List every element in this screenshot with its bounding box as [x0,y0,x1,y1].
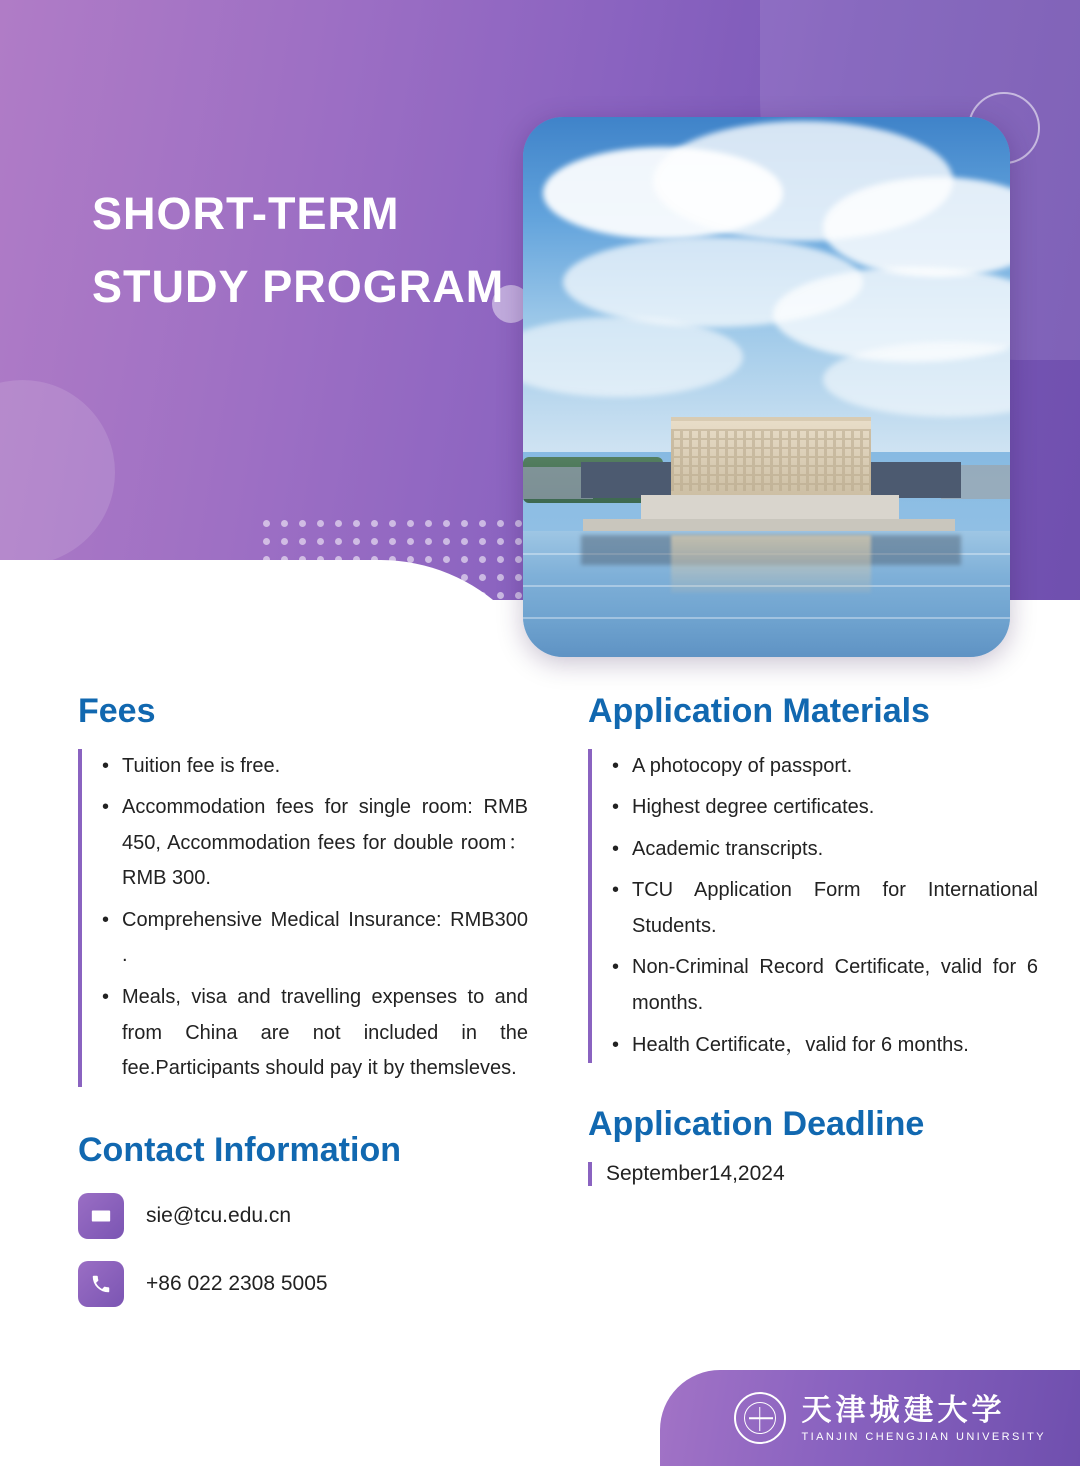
list-item: • TCU Application Form for International Students. [608,873,1038,944]
university-name-en: TIANJIN CHENGJIAN UNIVERSITY [801,1430,1046,1443]
reflection-building [671,535,871,593]
university-seal-icon [734,1392,786,1444]
contact-phone-row[interactable] [78,1261,528,1307]
fees-list-wrapper [78,749,528,1087]
list-item: • Non-Criminal Record Certificate, valid for 6 months. [608,950,1038,1021]
contact-heading: Contact Information [78,1130,401,1169]
university-name-cn: 天津城建大学 [801,1393,1006,1427]
footer [0,1370,1080,1466]
building-wing-right [865,462,961,498]
list-item: • Comprehensive Medical Insurance: RMB300 . [98,903,528,974]
fees-list [98,749,528,1087]
list-item: • Health Certificate，valid for 6 months. [608,1028,1038,1064]
list-item: • A photocopy of passport. [608,749,1038,785]
page-title: SHORT-TERM STUDY PROGRAM [92,188,505,312]
list-item: • Accommodation fees for single room: RMB 450, Accommodation fees for double room：RMB 300. [98,790,528,897]
fees-heading: Fees [78,692,156,730]
contact-phone[interactable]: +86 022 2308 5005 [146,1272,328,1296]
decorative-circle-left [0,380,115,565]
university-logo [734,1392,1046,1444]
deadline-heading: Application Deadline [588,1105,925,1144]
building-wing-left [581,462,677,498]
application-materials-list [608,749,1038,1064]
main-building [671,417,871,495]
application-materials-heading: Application Materials [588,692,930,730]
materials-list-wrapper [588,749,1038,1064]
column-left [78,690,528,1307]
list-item: • Highest degree certificates. [608,790,1038,826]
envelope-icon [78,1193,124,1239]
list-item: • Tuition fee is free. [98,749,528,785]
list-item: • Academic transcripts. [608,832,1038,868]
phone-icon [78,1261,124,1307]
column-right [588,690,1038,1186]
list-item: • Meals, visa and travelling expenses to and from China are not included in the fee.Participants should pay it by themsleves. [98,980,528,1087]
campus-photo [523,117,1010,657]
deadline-date: September14,2024 [588,1162,1038,1186]
contact-email-row[interactable] [78,1193,528,1239]
contact-email[interactable]: sie@tcu.edu.cn [146,1204,292,1228]
